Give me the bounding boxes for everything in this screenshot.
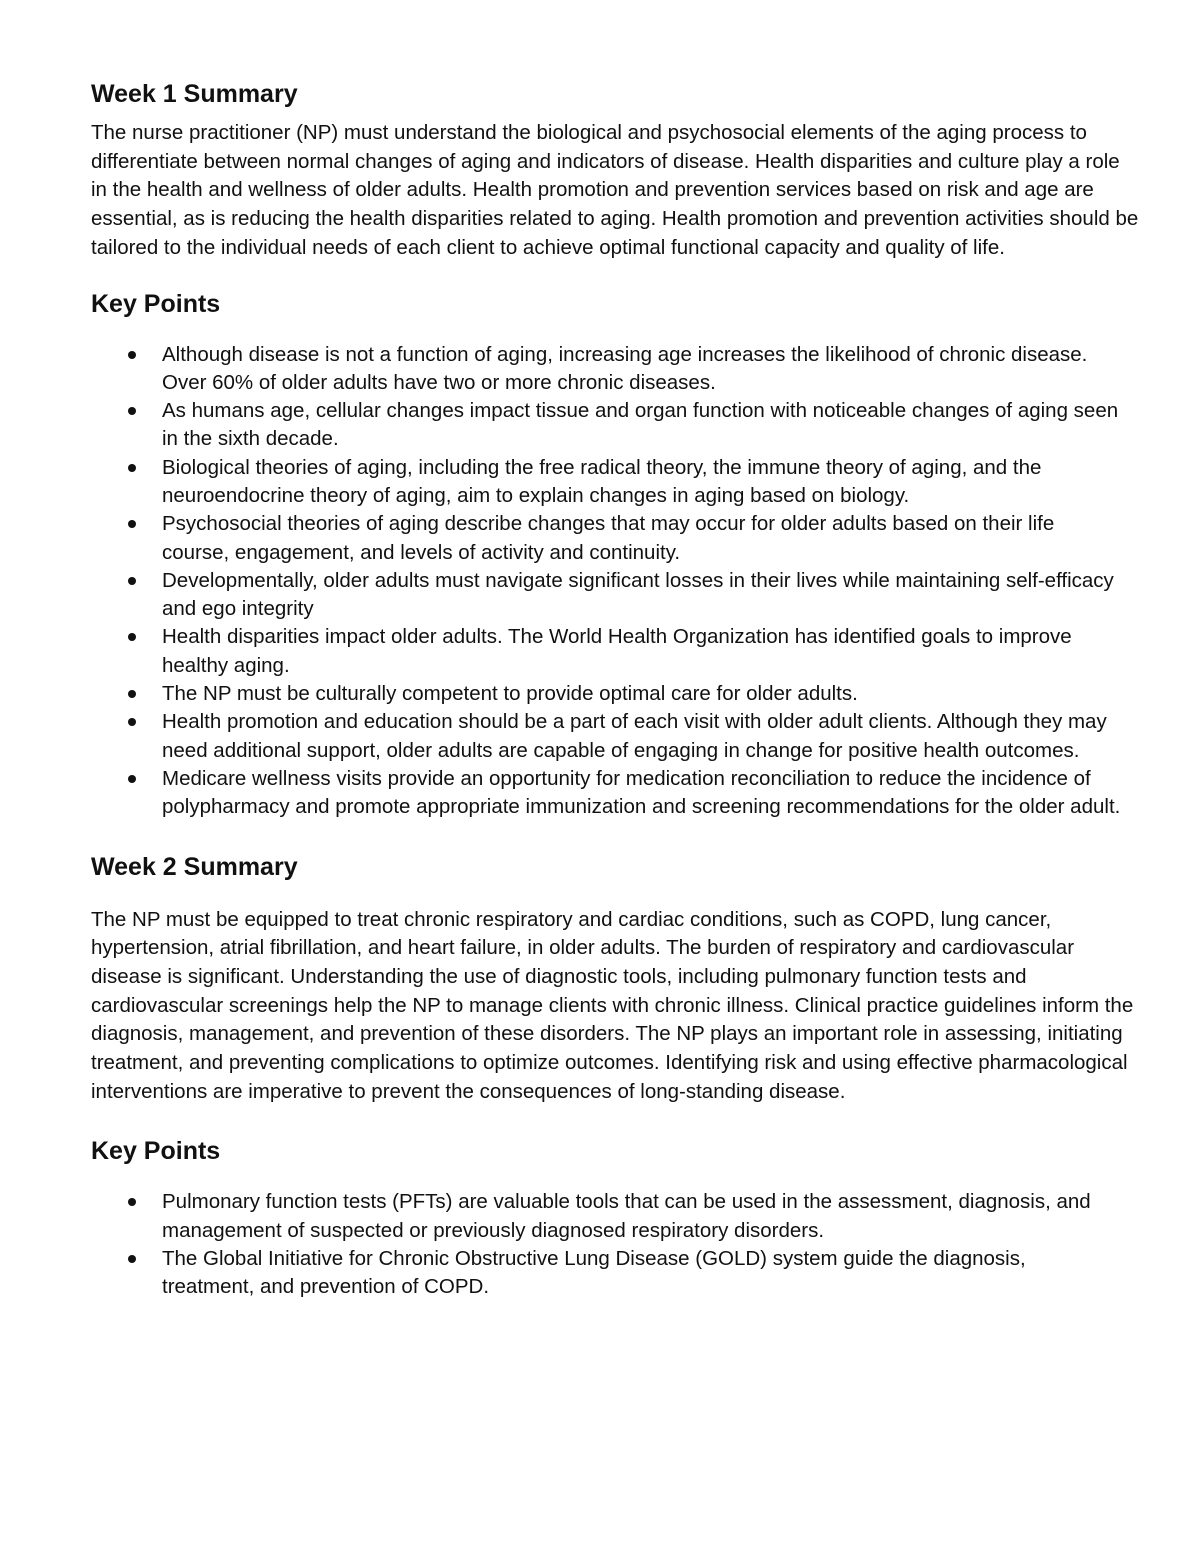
list-item-text: Medicare wellness visits provide an opportunity for medication reconciliation to reduce the incidence of polypharmacy and promote appropriate immunization and screening recommendations for the older adult.	[162, 766, 1121, 819]
week2-key-points-list	[91, 1188, 1141, 1301]
bullet-icon	[128, 633, 136, 641]
list-item-text: Pulmonary function tests (PFTs) are valuable tools that can be used in the assessment, diagnosis, and management of suspected or previously diagnosed respiratory disorders.	[162, 1190, 1091, 1242]
list-item	[91, 623, 1141, 680]
list-item-text: Health disparities impact older adults. The World Health Organization has identified goals to improve healthy aging.	[162, 625, 1072, 677]
week2-key-points-title: Key Points	[91, 1137, 221, 1166]
list-item-text: Developmentally, older adults must navigate significant losses in their lives while maintaining self-efficacy and ego integrity	[162, 568, 1114, 621]
list-item	[91, 1245, 1141, 1302]
week2-summary-paragraph: The NP must be equipped to treat chronic respiratory and cardiac conditions, such as COPD, lung cancer, hypertension, atrial fibrillation, and heart failure, in older adults. The burden of respiratory and cardiovascular disease is significant. Understanding the use of diagnostic tools, including pulmonary function tests and cardiovascular screenings help the NP to manage clients with chronic illness. Clinical practice guidelines inform the diagnosis, management, and prevention of these disorders. The NP plays an important role in assessing, initiating treatment, and preventing complications to optimize outcomes. Identifying risk and using effective pharmacological interventions are imperative to prevent the consequences of long-standing disease.	[91, 907, 1134, 1103]
list-item-text: Health promotion and education should be a part of each visit with older adult clients. Although they may need additional support, older adults are capable of engaging in change for positive health outcomes.	[162, 710, 1107, 762]
list-item-text: The Global Initiative for Chronic Obstructive Lung Disease (GOLD) system guide the diagnosis, treatment, and prevention of COPD.	[162, 1247, 1026, 1299]
bullet-icon	[128, 718, 136, 726]
week1-summary-paragraph: The nurse practitioner (NP) must understand the biological and psychosocial elements of the aging process to differentiate between normal changes of aging and indicators of disease. Health disparities and culture play a role in the health and wellness of older adults. Health promotion and prevention services based on risk and age are essential, as is reducing the health disparities related to aging. Health promotion and prevention activities should be tailored to the individual needs of each client to achieve optimal functional capacity and quality of life.	[91, 121, 1139, 259]
bullet-icon	[128, 690, 136, 698]
bullet-icon	[128, 577, 136, 585]
list-item-text: Biological theories of aging, including the free radical theory, the immune theory of aging, and the neuroendocrine theory of aging, aim to explain changes in aging based on biology.	[162, 455, 1042, 507]
week2-title: Week 2 Summary	[91, 852, 298, 881]
list-item-text: Psychosocial theories of aging describe changes that may occur for older adults based on their life course, engagement, and levels of activity and continuity.	[162, 512, 1055, 564]
list-item	[91, 708, 1141, 765]
week1-key-points-title: Key Points	[91, 289, 221, 318]
list-item	[91, 454, 1141, 511]
week1-key-points-list	[91, 341, 1141, 822]
bullet-icon	[128, 775, 136, 783]
list-item	[91, 1188, 1141, 1245]
list-item	[91, 341, 1141, 398]
list-item-text: The NP must be culturally competent to provide optimal care for older adults.	[162, 682, 858, 706]
bullet-icon	[128, 520, 136, 528]
document-page	[91, 78, 1141, 1302]
list-item	[91, 680, 1141, 708]
list-item	[91, 567, 1141, 624]
bullet-icon	[128, 464, 136, 472]
bullet-icon	[128, 1255, 136, 1263]
bullet-icon	[128, 1198, 136, 1206]
week1-title: Week 1 Summary	[91, 80, 298, 108]
bullet-icon	[128, 407, 136, 415]
bullet-icon	[128, 351, 136, 359]
list-item	[91, 510, 1141, 567]
list-item-text: As humans age, cellular changes impact tissue and organ function with noticeable changes of aging seen in the sixth decade.	[162, 399, 1119, 451]
list-item	[91, 765, 1141, 822]
list-item-text: Although disease is not a function of aging, increasing age increases the likelihood of chronic disease. Over 60% of older adults have two or more chronic diseases.	[162, 342, 1088, 394]
list-item	[91, 397, 1141, 454]
